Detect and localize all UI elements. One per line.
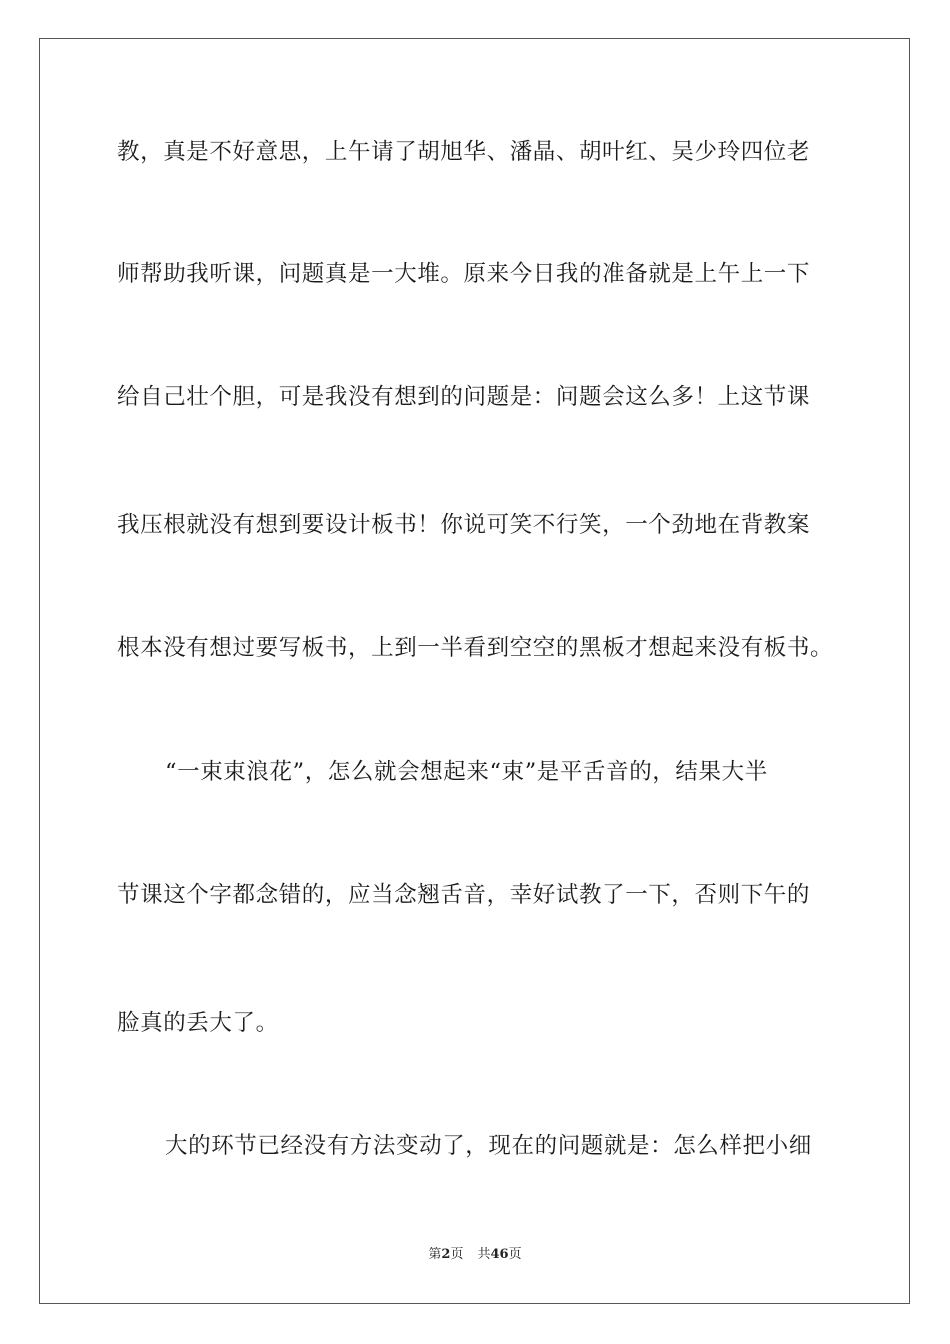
page-border [39,38,910,1304]
body-text-line: 教，真是不好意思，上午请了胡旭华、潘晶、胡叶红、吴少玲四位老 [117,139,811,165]
page-suffix: 页 [450,1247,464,1262]
body-text-line: “一束束浪花”，怎么就会想起来“束”是平舌音的，结果大半 [165,759,768,785]
total-prefix: 共 [477,1247,491,1262]
body-text-line: 我压根就没有想到要设计板书！你说可笑不行笑，一个劲地在背教案 [117,512,811,538]
body-text-line: 给自己壮个胆，可是我没有想到的问题是：问题会这么多！上这节课 [117,384,811,410]
body-text-line: 大的环节已经没有方法变动了，现在的问题就是：怎么样把小细 [165,1133,812,1159]
body-text-line: 脸真的丢大了。 [117,1010,279,1036]
page-total-number: 46 [490,1247,509,1262]
total-suffix: 页 [508,1247,522,1262]
page-current-number: 2 [441,1247,451,1262]
body-text-line: 师帮助我听课，问题真是一大堆。原来今日我的准备就是上午上一下 [117,261,811,287]
body-text-line: 根本没有想过要写板书，上到一半看到空空的黑板才想起来没有板书。 [117,635,834,661]
page-prefix: 第 [428,1247,442,1262]
body-text-line: 节课这个字都念错的，应当念翘舌音，幸好试教了一下，否则下午的 [117,882,811,908]
page-footer [0,1246,950,1264]
